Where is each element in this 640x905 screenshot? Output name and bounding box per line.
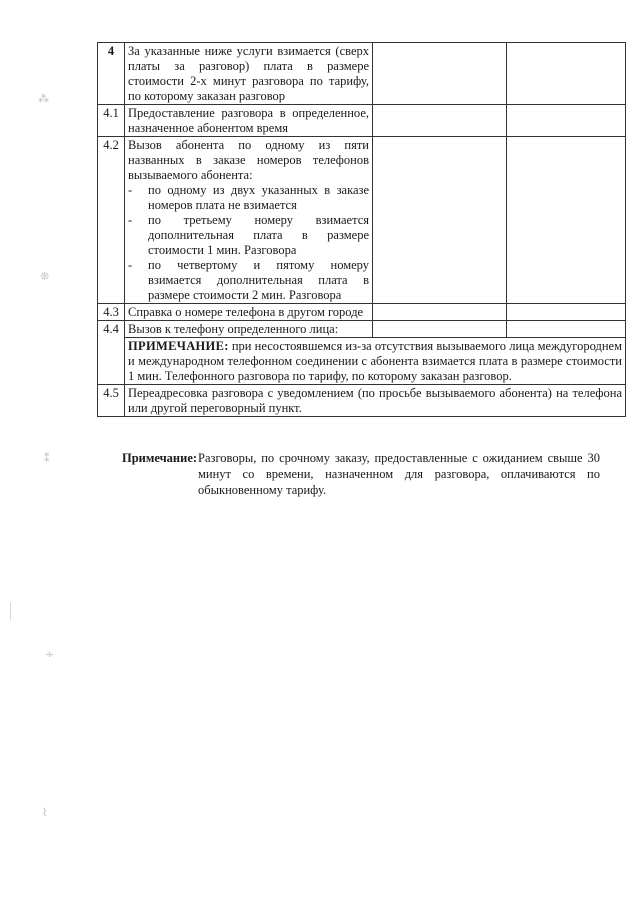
list-item-text: по одному из двух указанных в заказе номеров плата не взимается bbox=[148, 183, 369, 212]
scan-mark: ⌇ bbox=[42, 806, 48, 819]
bullet-dash: - bbox=[128, 183, 133, 197]
empty-cell bbox=[507, 43, 626, 105]
table-row bbox=[98, 105, 626, 137]
service-description: Переадресовка разговора с уведомлением (по просьбе вызываемого абонента) на телефона или другой переговорный пункт. bbox=[125, 385, 626, 417]
list-item-text: по третьему номеру взимается дополнительная плата в размере стоимости 1 мин. Разговора bbox=[148, 213, 369, 257]
service-intro: Вызов абонента по одному из пяти названных в заказе номеров телефонов вызываемого абонента: bbox=[128, 138, 369, 182]
table-row bbox=[98, 385, 626, 417]
table-row bbox=[98, 321, 626, 338]
list-item bbox=[128, 183, 369, 213]
list-item bbox=[128, 258, 369, 303]
note-heading: ПРИМЕЧАНИЕ: bbox=[128, 339, 229, 353]
scan-mark: ❊ bbox=[40, 270, 50, 283]
empty-cell bbox=[507, 105, 626, 137]
note-cell bbox=[125, 338, 626, 385]
service-description: За указанные ниже услуги взимается (сверх платы за разговор) плата в размере стоимости 2-х минут разговора по тарифу, по которому заказан разговор bbox=[125, 43, 373, 105]
scan-mark: ⁂ bbox=[38, 92, 49, 105]
empty-cell bbox=[373, 304, 507, 321]
empty-cell bbox=[373, 321, 507, 338]
row-number: 4.1 bbox=[98, 105, 125, 137]
empty-cell bbox=[373, 105, 507, 137]
scan-mark: ⁑ bbox=[44, 452, 50, 465]
bullet-dash: - bbox=[128, 213, 133, 227]
row-number: 4 bbox=[98, 43, 125, 105]
service-description: Предоставление разговора в определенное, назначенное абонентом время bbox=[125, 105, 373, 137]
list-item-text: по четвертому и пятому номеру взимается дополнительная плата в размере стоимости 2 мин. Разговора bbox=[148, 258, 369, 302]
service-description: Справка о номере телефона в другом городе bbox=[125, 304, 373, 321]
note-text: при несостоявшемся из-за отсутствия вызываемого лица междугороднем и международном телефонном соединении с абонента взимается плата в размере стоимости 1 мин. Телефонного разговора по тарифу, по которому заказан разговор. bbox=[128, 339, 622, 383]
row-number: 4.2 bbox=[98, 137, 125, 304]
footnote-text: Разговоры, по срочному заказу, предоставленные с ожиданием свыше 30 минут со времени, назначенном для разговора, оплачиваются по обыкновенному тарифу. bbox=[198, 451, 600, 497]
row-number: 4.4 bbox=[98, 321, 125, 385]
service-description: Вызов к телефону определенного лица: bbox=[125, 321, 373, 338]
row-number: 4.3 bbox=[98, 304, 125, 321]
empty-cell bbox=[507, 137, 626, 304]
table-row bbox=[98, 43, 626, 105]
empty-cell bbox=[507, 304, 626, 321]
empty-cell bbox=[373, 137, 507, 304]
footnote-label: Примечание: bbox=[122, 451, 198, 465]
footnote bbox=[122, 450, 600, 498]
tariff-table bbox=[97, 42, 626, 417]
empty-cell bbox=[507, 321, 626, 338]
service-description bbox=[125, 137, 373, 304]
row-number: 4.5 bbox=[98, 385, 125, 417]
table-row bbox=[98, 137, 626, 304]
list-item bbox=[128, 213, 369, 258]
table-row bbox=[98, 338, 626, 385]
bullet-dash: - bbox=[128, 258, 133, 272]
scan-edge bbox=[10, 602, 11, 620]
scan-mark: ∻ bbox=[45, 648, 55, 661]
empty-cell bbox=[373, 43, 507, 105]
table-row bbox=[98, 304, 626, 321]
